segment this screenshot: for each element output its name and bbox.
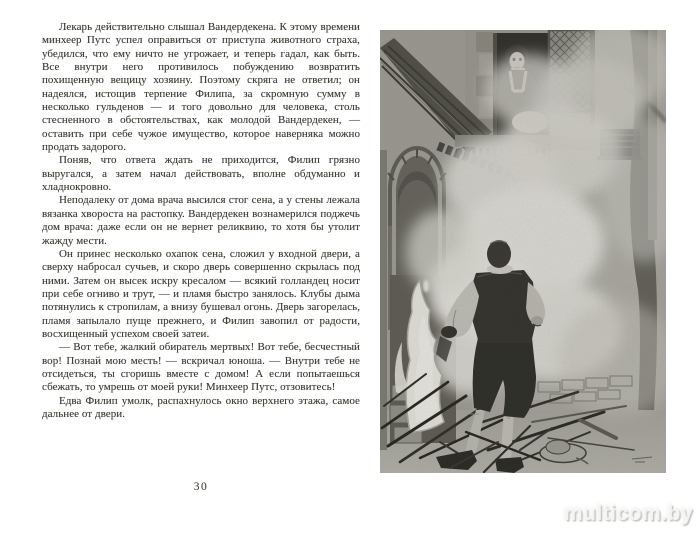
paragraph: Неподалеку от дома врача высился стог сена, а у стены лежала вязанка хвороста на растопку. Вандердекен вознамерился поджечь дом врача: даже если он не вернет реликвию, то хотя бы утолит жажду мести. [42,194,360,247]
body-text [42,21,360,421]
paragraph: Едва Филип умолк, распахнулось окно верхнего этажа, самое дальнее от двери. [42,394,360,420]
watermark: multicom.by [563,502,693,525]
page-number: 30 [193,481,209,493]
paragraph: Лекарь действительно слышал Вандердекена. К этому времени минхеер Путс успел оправиться от приступа животного страха, убедился, что ему ничто не угрожает, и теперь гадал, как быть. Все внутри него противилось побуждению возвратить похищенную вещицу хозяину. Поэтому скряга не ответил; он надеялся, истощив терпение Филипа, за скромную сумму в несколько гульденов — и того довольно для человека, столь стесненного в обстоятельствах, как молодой Вандердекен, — оставить при себе чужое имущество, которое наверняка можно продать задорого. [42,21,360,154]
illustration-image [380,30,666,473]
right-page [380,30,666,473]
paragraph: Поняв, что ответа ждать не приходится, Филип грязно выругался, а затем начал действовать, вполне обдуманно и хладнокровно. [42,154,360,194]
paragraph: Он принес несколько охапок сена, сложил у входной двери, а сверху набросал сучьев, и скоро дверь совершенно скрылась под ними. Затем он высек искру кресалом — всякий голландец носит при себе огниво и трут, — и пламя быстро занялось. Клубы дыма потянулись к стропилам, а внизу бушевал огонь. Дверь загорелась, пламя запылало пуще прежнего, и Филип завопил от радости, восхищенный успехом своей затеи. [42,247,360,340]
left-page [42,21,360,521]
grain-texture [380,30,666,473]
paragraph: — Вот тебе, жалкий обиратель мертвых! Вот тебе, бесчестный вор! Познай мою месть! — вскричал юноша. — Внутри тебе не отсидеться, ты сгоришь вместе с домом! А если попытаешься сбежать, то умрешь от моей руки! Минхеер Путс, отзовитесь! [42,341,360,394]
